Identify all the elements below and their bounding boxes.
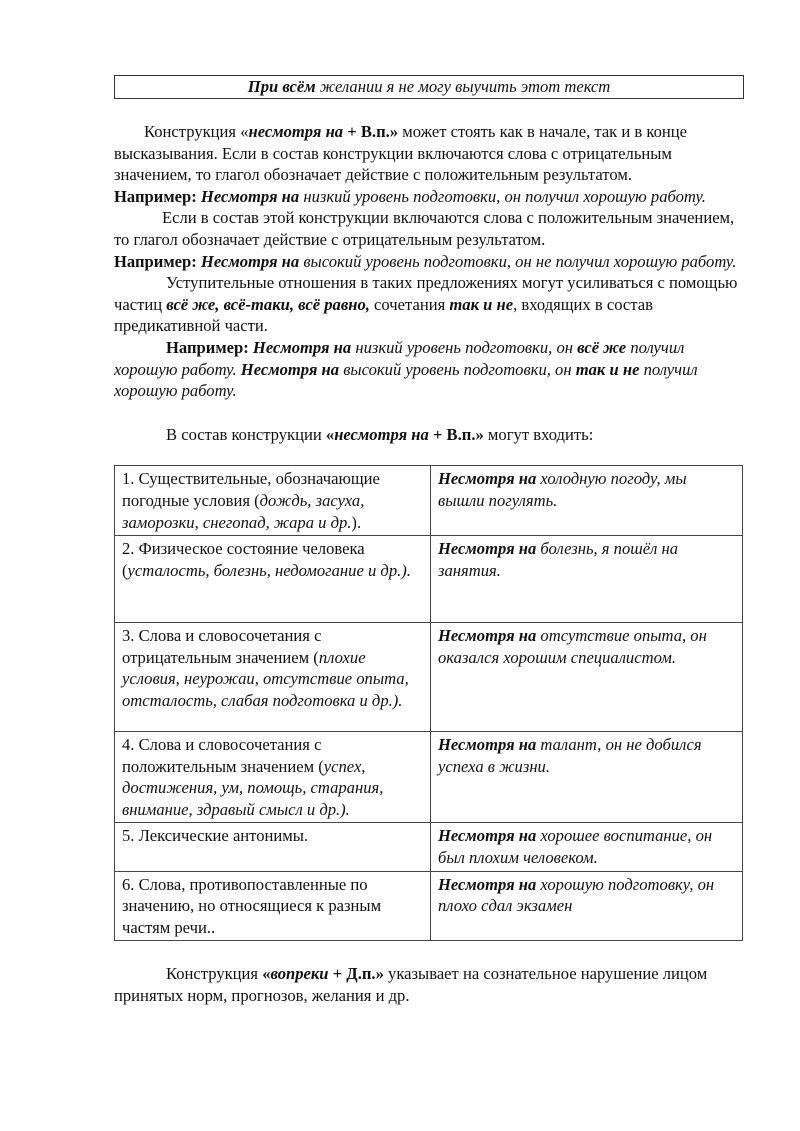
example-3-key-2: всё же [577,337,627,357]
header-bold: При всём [247,77,316,96]
example-3-key-1: Несмотря на [252,337,352,357]
example-2-text: высокий уровень подготовки, он не получил хорошую работу. [299,251,737,271]
table-row [115,466,743,536]
intro-quote: « [325,424,335,444]
table-cell-example [431,466,743,536]
row-3-examples: плохие условия, неурожаи, отсутствие опыта, отсталость, слабая подготовка и др.). [122,647,409,710]
header-text: желании я не могу выучить этот текст [315,77,611,96]
row-3-category: 3. Слова и словосочетания с отрицательным значением ( [122,626,322,667]
example-3 [114,337,744,402]
document-page [114,75,744,1007]
table-cell-category [115,623,431,732]
table-cell-category [115,871,431,941]
p1-text-d: может стоять как в начале, так и в конце высказывания. Если в состав конструкции включаются слова с отрицательным значением, то глагол обозначает действие с положительным результатом. [114,122,688,185]
example-2 [114,251,744,273]
paragraph-2: Если в состав этой конструкции включаются слова с положительным значением, то глагол обозначает действие с отрицательным результатом. [114,208,735,249]
row-6-example: хорошую подготовку, он плохо сдал экзамен [438,874,715,916]
example-3-text-1: низкий уровень подготовки, он [351,337,578,357]
example-1-label: Например: [114,186,197,206]
row-2-examples: усталость, болезнь, недомогание и др.). [127,560,411,580]
row-3-key: Несмотря на [438,626,537,646]
p3-combination: так и не [449,294,514,314]
row-4-category: 4. Слова и словосочетания с положительным значением ( [122,735,324,776]
example-3-text-2: получил хорошую работу. [114,337,685,379]
paragraph-4 [114,963,744,1006]
table-cell-category [115,823,431,871]
p1-term: несмотря на [248,122,344,141]
table-cell-category [115,732,431,823]
table-row [115,536,743,623]
row-6-key: Несмотря на [438,874,537,894]
row-4-example: талант, он не добился успеха в жизни. [438,735,702,776]
table-row [115,823,743,871]
row-4-key: Несмотря на [438,735,537,755]
table-cell-example [431,823,743,871]
table-cell-example [431,623,743,732]
example-1 [114,186,744,208]
row-2-key: Несмотря на [438,539,537,559]
table-intro [114,424,744,446]
row-1-category: 1. Существительные, обозначающие погодные условия ( [122,469,380,510]
example-1-text: низкий уровень подготовки, он получил хорошую работу. [299,186,706,206]
p4-case: + Д.п.» [328,964,384,984]
p3-text-e: , входящих в состав предикативной части. [114,294,653,336]
p4-quote: « [262,964,271,984]
p4-term: вопреки [270,964,329,984]
construction-table [114,465,743,941]
row-5-key: Несмотря на [438,826,537,846]
row-1-key: Несмотря на [438,469,537,489]
example-2-label: Например: [114,251,197,271]
table-row [115,732,743,823]
example-3-key-3: Несмотря на [240,359,340,379]
row-2-category: 2. Физическое состояние человека ( [122,539,365,580]
row-2-example: болезнь, я пошёл на занятия. [438,539,679,580]
row-1-example: холодную погоду, мы вышли погулять. [438,469,687,510]
table-cell-category [115,466,431,536]
table-row [115,623,743,732]
row-5-example: хорошее воспитание, он был плохим человеком. [438,826,713,868]
intro-term: несмотря на [334,424,429,444]
example-1-key: Несмотря на [200,186,300,206]
table-cell-example [431,732,743,823]
p1-case: + В.п.» [343,122,399,141]
row-1-end: ). [351,512,362,532]
table-row [115,871,743,941]
p3-particles: всё же, всё-таки, всё равно, [166,294,370,314]
row-4-examples: успех, достижения, ум, помощь, старания, внимание, здравый смысл и др.). [122,756,384,819]
p1-text-a: Конструкция « [144,122,249,141]
row-3-example: отсутствие опыта, он оказался хорошим специалистом. [438,626,707,667]
paragraph-1 [114,121,744,186]
p3-text-c: сочетания [369,294,450,314]
example-3-text-3: высокий уровень подготовки, он [339,359,576,379]
row-5-category: 5. Лексические антонимы. [122,826,309,846]
example-3-text-4: получил хорошую работу. [114,359,698,401]
p4-text-e: указывает на сознательное нарушение лицом принятых норм, прогнозов, желания и др. [114,964,708,1006]
row-6-category: 6. Слова, противопоставленные по значению, но относящиеся к разным частям речи.. [122,874,382,937]
intro-case: + В.п.» [428,424,484,444]
example-2-key: Несмотря на [200,251,300,271]
table-cell-example [431,871,743,941]
table-cell-example [431,536,743,623]
header-box [114,75,744,99]
table-cell-category [115,536,431,623]
intro-text-a: В состав конструкции [166,424,326,444]
intro-text-e: могут входить: [483,424,594,444]
p3-text-a: Уступительные отношения в таких предложениях могут усиливаться с помощью частиц [114,273,738,314]
example-3-label: Например: [166,337,249,357]
row-1-examples: дождь, засуха, заморозки, снегопад, жара и др. [122,490,365,532]
paragraph-3 [114,272,744,337]
p4-text-a: Конструкция [166,964,263,984]
example-3-key-4: так и не [575,359,640,379]
